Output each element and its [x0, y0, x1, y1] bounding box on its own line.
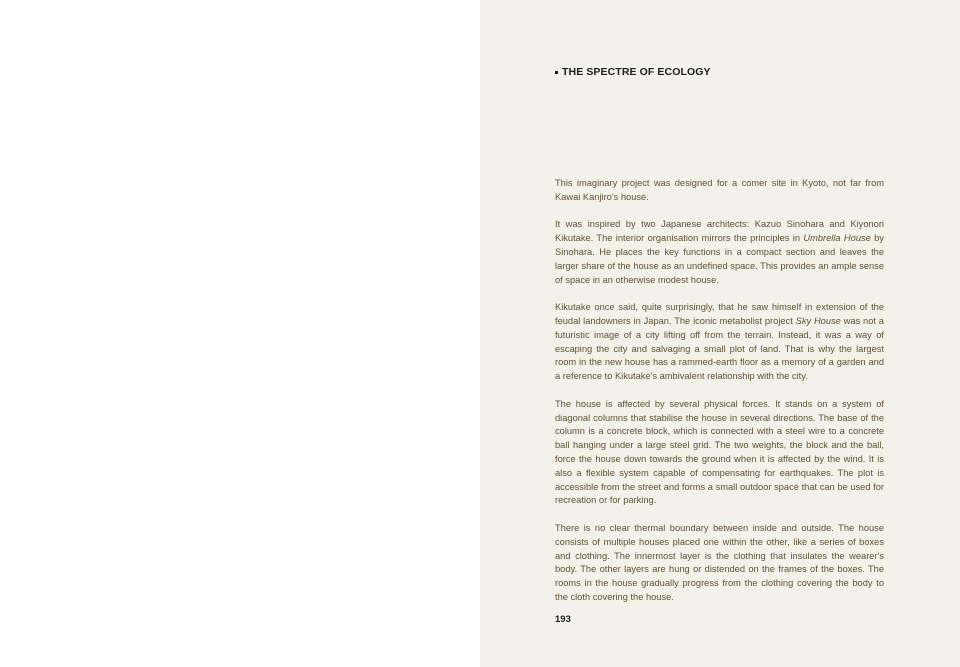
paragraph — [555, 522, 884, 605]
paragraph-text: This imaginary project was designed for a comer site in Kyoto, not far from Kawai Kanjiro's house. — [555, 178, 884, 202]
paragraph-text: Kikutake once said, quite surprisingly, that he saw himself in extension of the feudal landowners in Japan. The iconic metabolist project — [555, 302, 884, 326]
paragraph — [555, 177, 884, 205]
paragraph-text: was not a futuristic image of a city lifting off from the terrain. Instead, it was a way of escaping the city and salvaging a small plot of land. That is why the largest room in the new house has a rammed-earth floor as a memory of a garden and a reference to Kikutake's ambivalent relationship with the city. — [555, 315, 884, 382]
right-page — [480, 0, 960, 667]
paragraph-text: by Sinohara. He places the key functions in a compact section and leaves the larger share of the house as an undefined space. This provides an ample sense of space in an otherwise modest house. — [555, 233, 884, 285]
paragraph-text: There is no clear thermal boundary between inside and outside. The house consists of multiple houses placed one within the other, like a series of boxes and clothing. The innermost layer is the clothing that insulates the wearer's body. The other layers are hung or distended on the frames of the boxes. The rooms in the house gradually progress from the clothing covering the body to the cloth covering the house. — [555, 522, 884, 602]
paragraph-title-italic: Umbrella House — [803, 233, 871, 244]
paragraph-title-italic: Sky House — [795, 315, 841, 326]
paragraph — [555, 218, 884, 287]
body-text — [555, 177, 884, 619]
section-heading — [555, 66, 711, 78]
page-number: 193 — [555, 614, 571, 625]
paragraph — [555, 398, 884, 508]
paragraph-text: The house is affected by several physical forces. It stands on a system of diagonal columns that stabilise the house in several directions. The base of the column is a concrete block, which is connected with a steel wire to a concrete ball hanging under a large steel grid. The two weights, the block and the ball, force the house down towards the ground when it is affected by the wind. It is also a flexible system capable of compensating for earthquakes. The plot is accessible from the street and forms a small outdoor space that can be used for recreation or for parking. — [555, 398, 884, 506]
section-heading-text: THE SPECTRE OF ECOLOGY — [562, 66, 711, 78]
paragraph — [555, 301, 884, 384]
bullet-icon — [555, 71, 558, 74]
paragraph-text: It was inspired by two Japanese architects: Kazuo Sinohara and Kiyonori Kikutake. The interior organisation mirrors the principles in — [555, 219, 884, 244]
